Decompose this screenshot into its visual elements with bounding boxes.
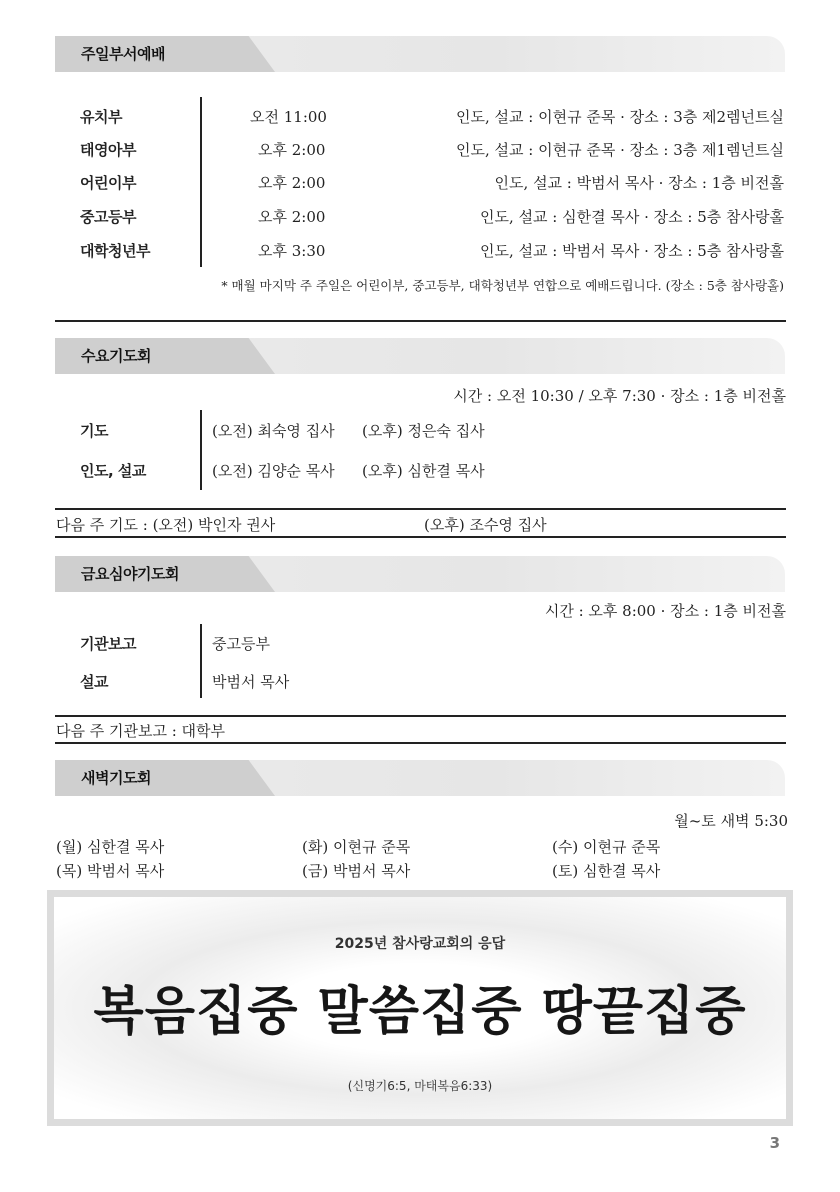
role-am: (오전) 김양순 목사 xyxy=(212,462,335,480)
banner-headline: 복음집중 말씀집중 땅끝집중 xyxy=(93,982,747,1042)
section-header-sunday xyxy=(55,36,785,72)
role-name: 기도 xyxy=(80,422,108,440)
friday-next: 다음 주 기관보고 : 대학부 xyxy=(56,722,226,740)
section-rule xyxy=(55,508,786,510)
divider xyxy=(200,97,202,267)
role-value: 박범서 목사 xyxy=(212,673,290,691)
dept-time: 오후 2:00 xyxy=(258,208,326,226)
dept-name: 어린이부 xyxy=(80,174,136,192)
dawn-schedule-item: (월) 심한결 목사 xyxy=(56,838,165,856)
wednesday-time-place: 시간 : 오전 10:30 / 오후 7:30 · 장소 : 1층 비전홀 xyxy=(453,387,786,405)
dept-name: 대학청년부 xyxy=(80,242,150,260)
dept-detail: 인도, 설교 : 이현규 준목 · 장소 : 3층 제2렘넌트실 xyxy=(456,108,784,126)
section-header-wednesday xyxy=(55,338,785,374)
dept-detail: 인도, 설교 : 박범서 목사 · 장소 : 5층 참사랑홀 xyxy=(480,242,784,260)
section-rule xyxy=(55,715,786,717)
dawn-schedule-item: (토) 심한결 목사 xyxy=(552,862,661,880)
role-am: (오전) 최숙영 집사 xyxy=(212,422,335,440)
role-pm: (오후) 정은숙 집사 xyxy=(362,422,485,440)
dawn-schedule-item: (수) 이현규 준목 xyxy=(552,838,661,856)
role-pm: (오후) 심한결 목사 xyxy=(362,462,485,480)
dept-detail: 인도, 설교 : 심한결 목사 · 장소 : 5층 참사랑홀 xyxy=(480,208,784,226)
dept-time: 오후 2:00 xyxy=(258,174,326,192)
divider xyxy=(200,624,202,698)
dawn-schedule-item: (금) 박범서 목사 xyxy=(302,862,411,880)
section-rule xyxy=(55,320,786,322)
section-header-dawn xyxy=(55,760,785,796)
page-number: 3 xyxy=(769,1134,780,1152)
dept-time: 오전 11:00 xyxy=(250,108,327,126)
dept-time: 오후 2:00 xyxy=(258,141,326,159)
motto-banner xyxy=(47,890,793,1126)
dept-name: 유치부 xyxy=(80,108,122,126)
dawn-time: 월~토 새벽 5:30 xyxy=(674,812,788,830)
friday-time-place: 시간 : 오후 8:00 · 장소 : 1층 비전홀 xyxy=(544,602,786,620)
section-title: 새벽기도회 xyxy=(81,769,151,787)
role-name: 설교 xyxy=(80,673,108,691)
section-title: 금요심야기도회 xyxy=(81,565,179,583)
banner-reference: (신명기6:5, 마태복음6:33) xyxy=(347,1079,493,1093)
dept-detail: 인도, 설교 : 이현규 준목 · 장소 : 3층 제1렘넌트실 xyxy=(456,141,784,159)
wednesday-next-prayer: 다음 주 기도 : (오전) 박인자 권사 xyxy=(56,516,276,534)
section-rule xyxy=(55,536,786,538)
wednesday-next-pm: (오후) 조수영 집사 xyxy=(424,516,547,534)
dept-name: 중고등부 xyxy=(80,208,136,226)
role-name: 인도, 설교 xyxy=(80,462,146,480)
role-value: 중고등부 xyxy=(212,635,270,653)
dept-detail: 인도, 설교 : 박범서 목사 · 장소 : 1층 비전홀 xyxy=(494,174,784,192)
section-title: 수요기도회 xyxy=(81,347,151,365)
dawn-schedule-item: (화) 이현규 준목 xyxy=(302,838,411,856)
dawn-schedule-item: (목) 박범서 목사 xyxy=(56,862,165,880)
role-name: 기관보고 xyxy=(80,635,136,653)
banner-subtitle: 2025년 참사랑교회의 응답 xyxy=(334,936,506,952)
dept-time: 오후 3:30 xyxy=(258,242,326,260)
dept-name: 태영아부 xyxy=(80,141,136,159)
section-header-friday xyxy=(55,556,785,592)
section-title: 주일부서예배 xyxy=(81,45,165,63)
section-rule xyxy=(55,742,786,744)
sunday-note: * 매월 마지막 주 주일은 어린이부, 중고등부, 대학청년부 연합으로 예배드립니다. (장소 : 5층 참사랑홀) xyxy=(221,278,784,293)
divider xyxy=(200,410,202,490)
